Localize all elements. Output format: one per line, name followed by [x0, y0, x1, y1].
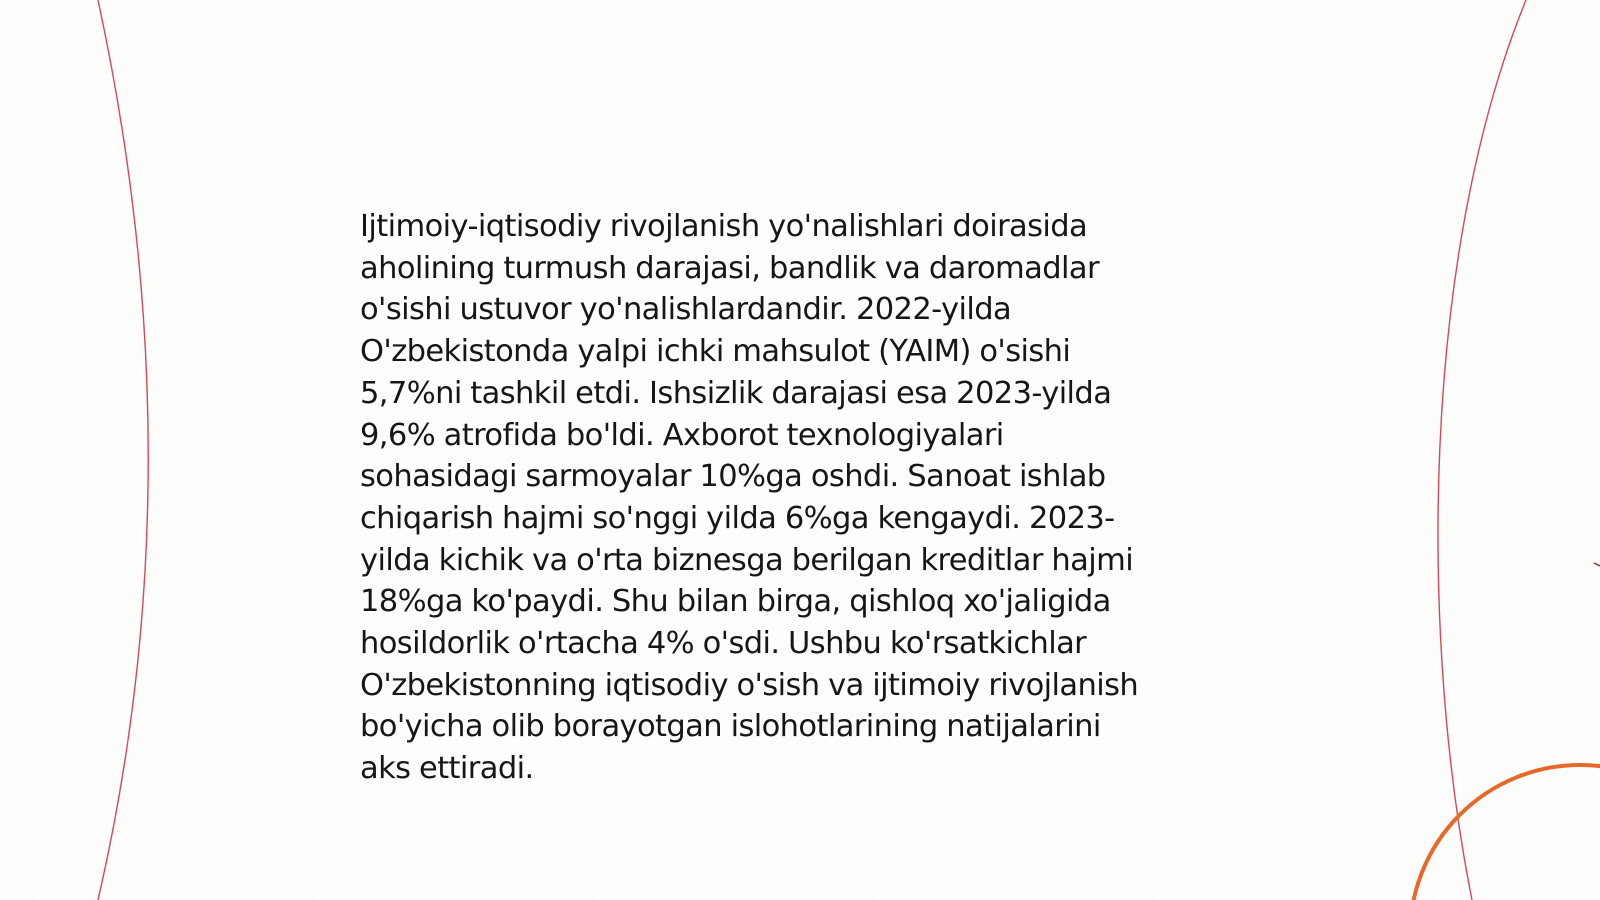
- edge-mark: [1594, 563, 1600, 566]
- body-line: 5,7%ni tashkil etdi. Ishsizlik darajasi esa 2023-yilda: [360, 375, 1112, 411]
- body-line: O'zbekistonning iqtisodiy o'sish va ijtimoiy rivojlanish: [360, 667, 1139, 703]
- body-line: O'zbekistonda yalpi ichki mahsulot (YAIM) o'sishi: [360, 334, 1071, 370]
- body-line: sohasidagi sarmoyalar 10%ga oshdi. Sanoat ishlab: [360, 459, 1106, 495]
- accent-circle: [1410, 765, 1600, 900]
- left-arc-line: [98, 0, 148, 900]
- body-line: hosildorlik o'rtacha 4% o'sdi. Ushbu ko'rsatkichlar: [360, 626, 1087, 662]
- body-line: o'sishi ustuvor yo'nalishlardandir. 2022-yilda: [360, 292, 1012, 328]
- body-line: 9,6% atrofida bo'ldi. Axborot texnologiyalari: [360, 417, 1004, 453]
- body-line: 18%ga ko'paydi. Shu bilan birga, qishloq xo'jaligida: [360, 584, 1111, 620]
- body-line: bo'yicha olib borayotgan islohotlarining natijalarini: [360, 709, 1101, 745]
- body-line: yilda kichik va o'rta biznesga berilgan kreditlar hajmi: [360, 542, 1134, 578]
- body-line: chiqarish hajmi so'nggi yilda 6%ga kengaydi. 2023-: [360, 500, 1115, 536]
- body-line: Ijtimoiy-iqtisodiy rivojlanish yo'nalishlari doirasida: [360, 209, 1088, 244]
- body-line: aholining turmush darajasi, bandlik va daromadlar: [360, 250, 1099, 286]
- slide-body-text: [360, 206, 1240, 790]
- right-arc-line: [1438, 0, 1526, 900]
- body-line: aks ettiradi.: [360, 751, 534, 787]
